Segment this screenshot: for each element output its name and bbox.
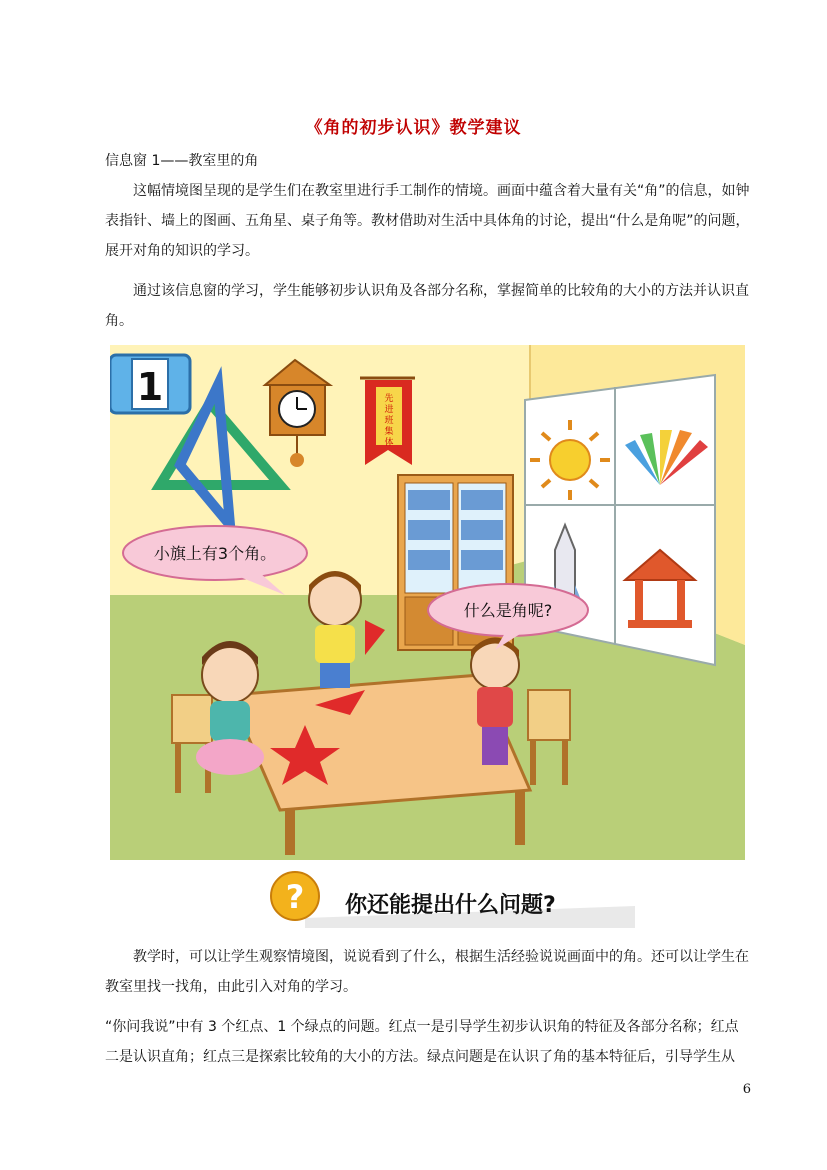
classroom-illustration	[110, 345, 745, 860]
question-banner	[265, 866, 645, 936]
section-subtitle: 信息窗 1——教室里的角	[105, 153, 259, 169]
svg-text:集: 集	[384, 427, 394, 437]
page-title: 《角的初步认识》教学建议	[305, 118, 522, 138]
svg-text:先: 先	[384, 394, 394, 404]
window-number: 1	[136, 365, 164, 409]
bubble-left-text: 小旗上有3个角。	[153, 544, 277, 563]
bubble-right-text: 什么是角呢?	[463, 601, 553, 620]
question-banner-text: 你还能提出什么问题?	[345, 893, 556, 918]
svg-text:进: 进	[384, 405, 394, 415]
paragraph-goal: 通过该信息窗的学习，学生能够初步认识角及各部分名称，掌握简单的比较角的大小的方法并认识直角。	[105, 283, 749, 329]
paragraph-teaching: 教学时，可以让学生观察情境图，说说看到了什么，根据生活经验说说画面中的角。还可以让学生在教室里找一找角，由此引入对角的学习。	[105, 949, 749, 995]
window-number-icon	[110, 355, 190, 413]
page-number: 6	[742, 1082, 751, 1097]
paragraph-questions: “你问我说”中有 3 个红点、1 个绿点的问题。红点一是引导学生初步认识角的特征及各部分名称；红点二是认识直角；红点三是探索比较角的大小的方法。绿点问题是在认识了角的基本特征后，引导学生从	[105, 1019, 739, 1065]
svg-text:?: ?	[285, 878, 305, 916]
paragraph-intro: 这幅情境图呈现的是学生们在教室里进行手工制作的情境。画面中蕴含着大量有关“角”的信息，如钟表指针、墙上的图画、五角星、桌子角等。教材借助对生活中具体角的讨论，提出“什么是角呢”的问题，展开对角的知识的学习。	[105, 183, 750, 259]
question-mark-icon	[271, 872, 319, 920]
svg-text:班: 班	[384, 416, 394, 426]
svg-text:体: 体	[384, 438, 394, 448]
